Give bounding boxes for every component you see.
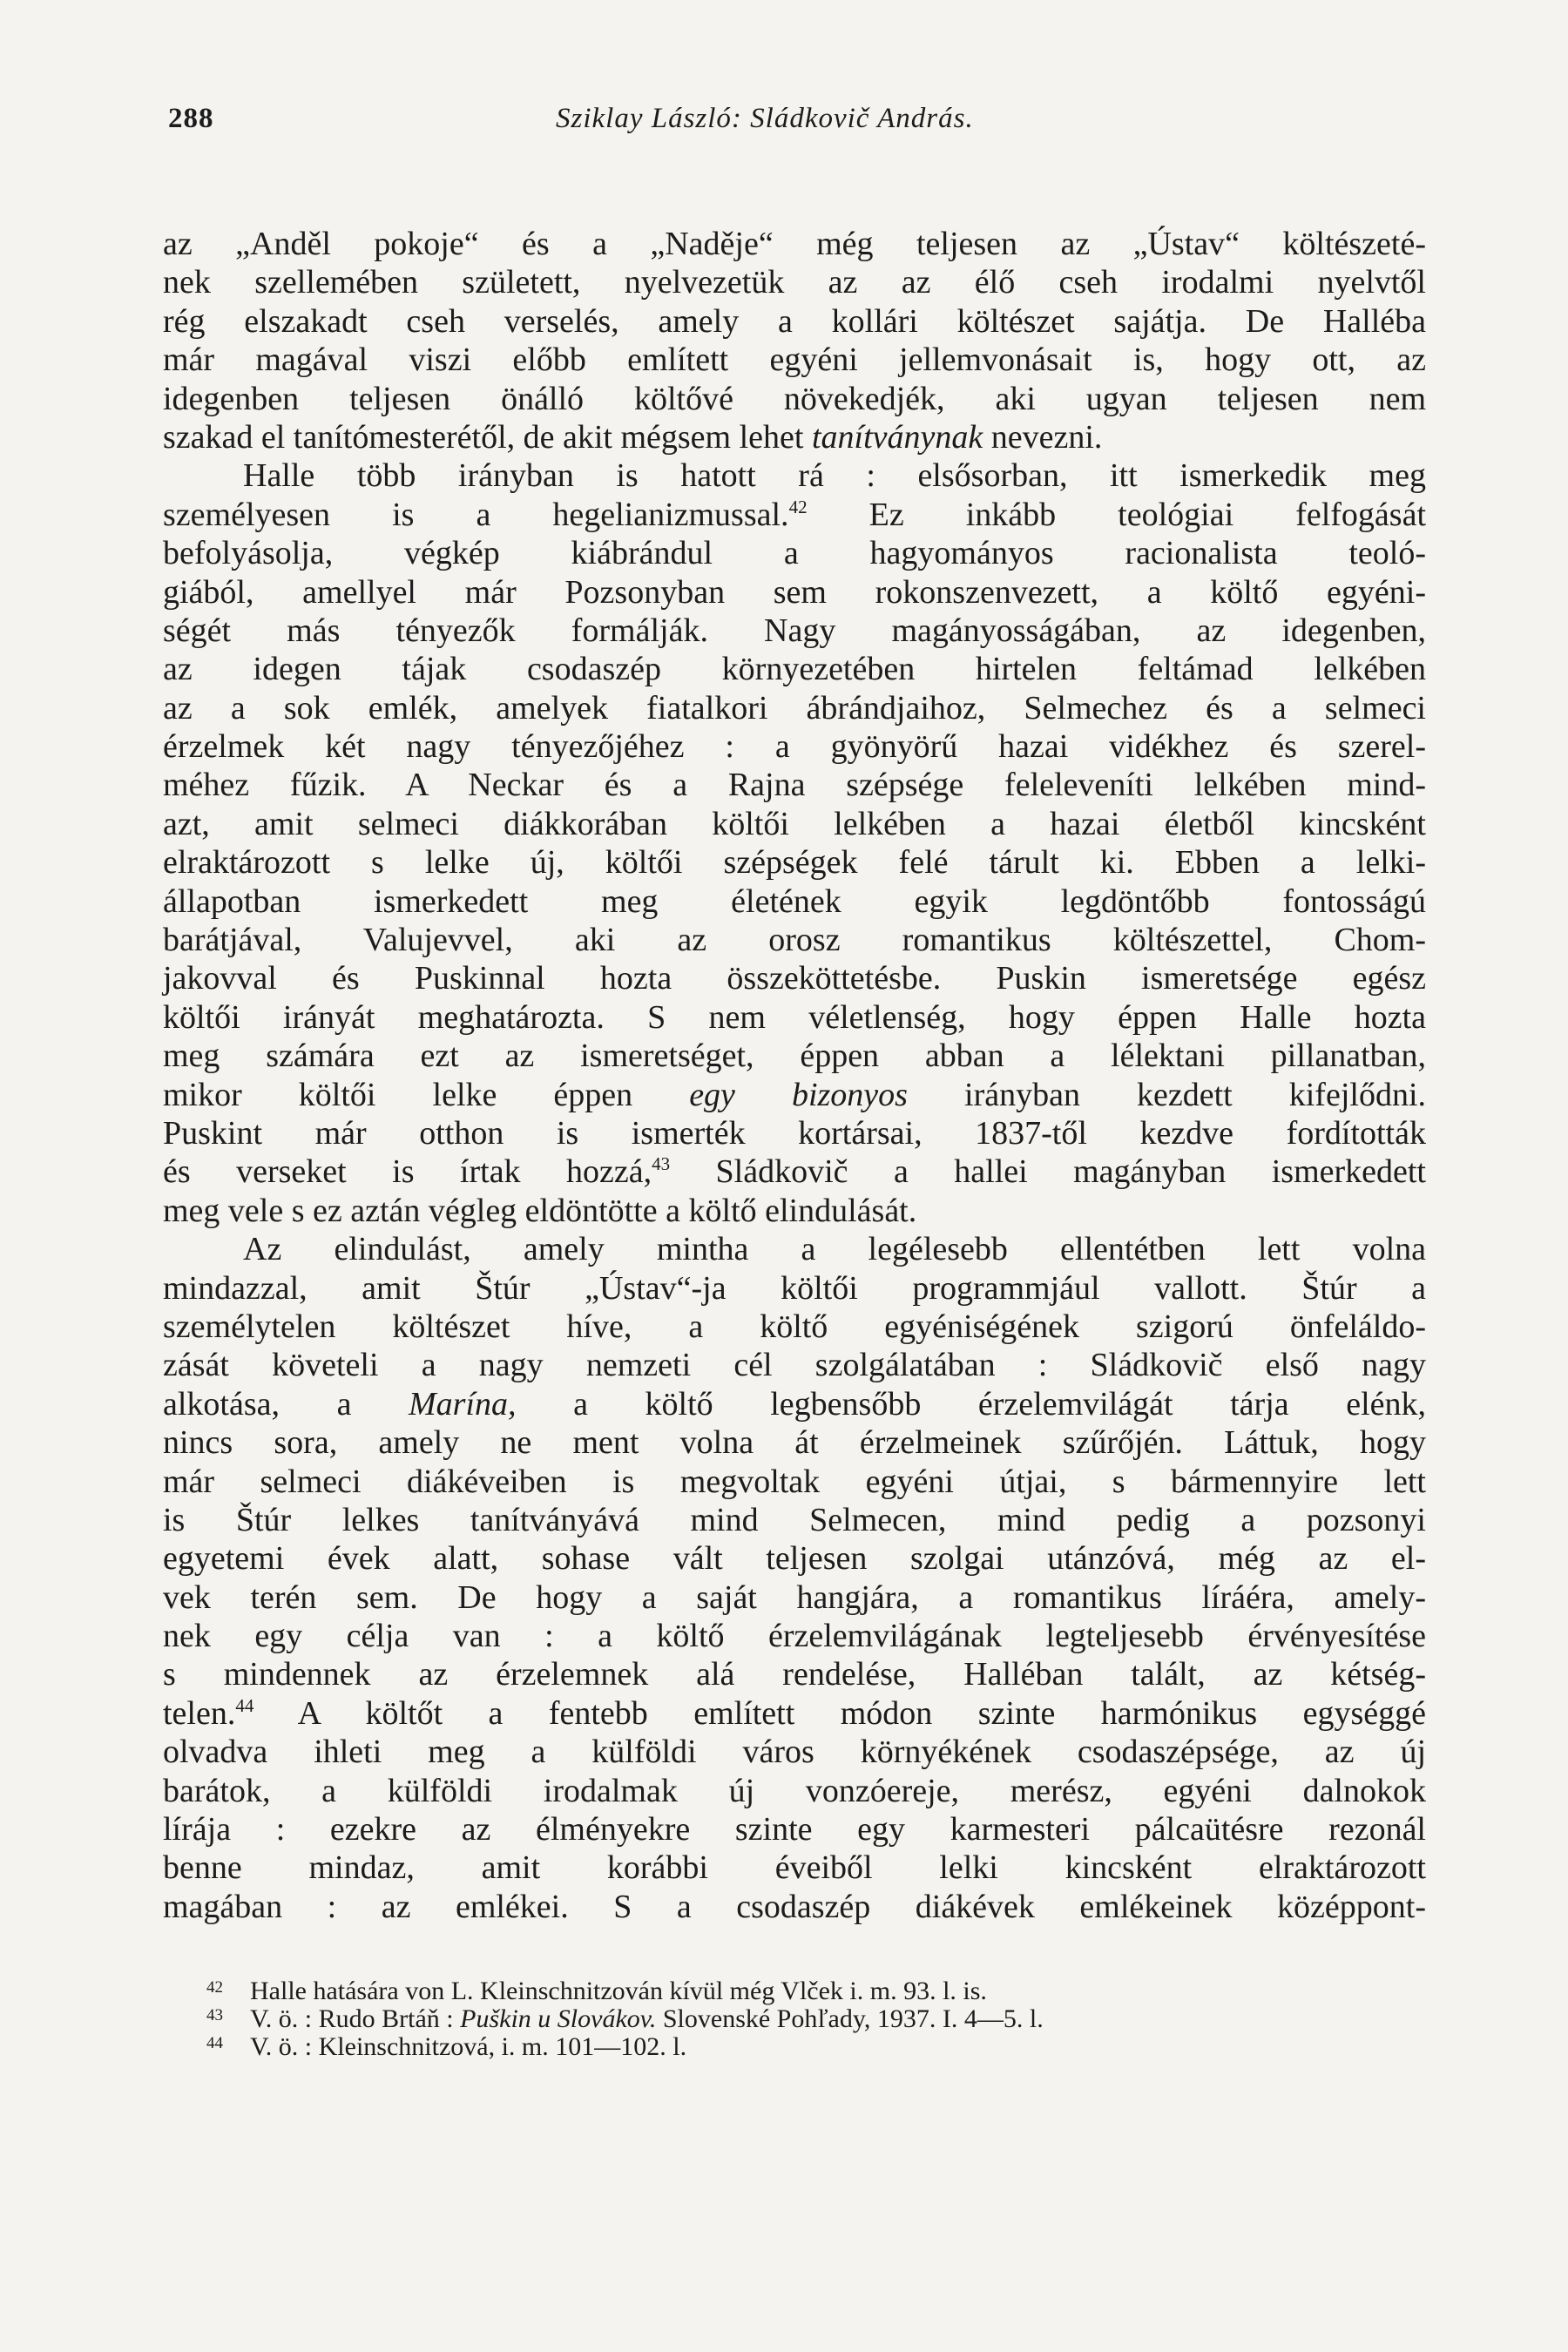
text-line: jakovval és Puskinnal hozta összeköttetésbe. Puskin ismeretsége egész [163,960,1426,997]
footnote-mark: 43 [206,2006,223,2024]
text-line: is Štúr lelkes tanítványává mind Selmecen, mind pedig a pozsonyi [163,1501,1426,1538]
text-line: mindazzal, amit Štúr „Ústav“-ja költői programmjául vallott. Štúr a [163,1269,1426,1307]
footnote-text: V. ö. : Rudo Brtáň : Puškin u Slovákov. Slovenské Pohľady, 1937. I. 4—5. l. [250,2004,1044,2033]
text-line: lírája : ezekre az élményekre szinte egy karmesteri pálcaütésre rezonál [163,1811,1426,1848]
text-line: az „Anděl pokoje“ és a „Naděje“ még teljesen az „Ústav“ költészeté- [163,226,1426,262]
footnotes [206,1977,1348,2061]
text-line: az idegen tájak csodaszép környezetében hirtelen feltámad lelkében [163,651,1426,688]
footnote-mark: 44 [206,2034,223,2052]
running-title: Sziklay László: Sládkovič András. [556,103,974,134]
text-line: giából, amellyel már Pozsonyban sem rokonszenvezett, a költő egyéni- [163,573,1426,611]
text-line: azt, amit selmeci diákkorában költői lelkében a hazai életből kincsként [163,805,1426,842]
text-line: már selmeci diákéveiben is megvoltak egyéni útjai, s bármennyire lett [163,1463,1426,1500]
text-line: magában : az emlékei. S a csodaszép diákévek emlékeinek középpont- [163,1888,1426,1925]
text-line: személytelen költészet híve, a költő egyéniségének szigorú önfeláldo- [163,1308,1426,1345]
text-line: alkotása, a Marína, a költő legbensőbb érzelemvilágát tárja elénk, [163,1385,1426,1423]
text-line: zását követeli a nagy nemzeti cél szolgálatában : Sládkovič első nagy [163,1347,1426,1384]
emphasis: tanítványnak [811,418,983,456]
text-line: nek szellemében született, nyelvezetük az az élő cseh irodalmi nyelvtől [163,264,1426,301]
text-line: méhez fűzik. A Neckar és a Rajna szépsége feleleveníti lelkében mind- [163,767,1426,804]
footnote-ref: 43 [652,1153,671,1175]
text-line: szakad el tanítómesterétől, de akit mégsem lehet tanítványnak nevezni. [163,418,1103,456]
text-line: barátjával, Valujevvel, aki az orosz romantikus költészettel, Chom- [163,922,1426,959]
text-line: már magával viszi előbb említett egyéni jellemvonásait is, hogy ott, az [163,341,1426,379]
text-line: személyesen is a hegelianizmussal.$^{42}$ Ez inkább teológiai felfogását [163,496,1426,533]
footnote-44 [206,2032,1348,2061]
text-line: meg számára ezt az ismeretséget, éppen abban a lélektani pillanatban, [163,1037,1426,1075]
text-line: benne mindaz, amit korábbi éveiből lelki kincsként elraktározott [163,1849,1426,1887]
text-line: nek egy célja van : a költő érzelemvilágának legteljesebb érvényesítése [163,1618,1426,1655]
text-line: idegenben teljesen önálló költővé növekedjék, aki ugyan teljesen nem [163,380,1426,417]
text-line: meg vele s ez aztán végleg eldöntötte a költő elindulását. [163,1192,917,1229]
text-line: Puskint már otthon is ismerték kortársai, 1837-től kezdve fordították [163,1114,1426,1152]
text-line: érzelmek két nagy tényezőjéhez : a gyönyörű hazai vidékhez és szerel- [163,728,1426,766]
text-line: költői irányát meghatározta. S nem véletlenség, hogy éppen Halle hozta [163,998,1426,1036]
running-head [168,103,1431,146]
footnote-mark: 42 [206,1978,223,1997]
text-line: rég elszakadt cseh verselés, amely a kollári költészet sajátja. De Halléba [163,302,1426,340]
page-number: 288 [168,103,214,134]
text-line: s mindennek az érzelemnek alá rendelése, Halléban talált, az kétség- [163,1656,1426,1693]
footnote-text: V. ö. : Kleinschnitzová, i. m. 101—102. l. [250,2032,687,2061]
text-line: nincs sora, amely ne ment volna át érzelmeinek szűrőjén. Láttuk, hogy [163,1424,1426,1462]
text-line: Halle több irányban is hatott rá : elsősorban, itt ismerkedik meg [243,457,1426,495]
text-line: egyetemi évek alatt, sohase vált teljesen szolgai utánzóvá, még az el- [163,1540,1426,1578]
text-line: vek terén sem. De hogy a saját hangjára, a romantikus líráéra, amely- [163,1578,1426,1616]
text-line: mikor költői lelke éppen egy bizonyos irányban kezdett kifejlődni. [163,1076,1426,1113]
body-text [163,225,1426,1926]
text-line: és verseket is írtak hozzá,$^{43}$ Sládkovič a hallei magányban ismerkedett [163,1153,1426,1191]
text-line: barátok, a külföldi irodalmak új vonzóereje, merész, egyéni dalnokok [163,1772,1426,1809]
text-line: elraktározott s lelke új, költői szépségek felé tárult ki. Ebben a lelki- [163,844,1426,882]
text-line: az a sok emlék, amelyek fiatalkori ábrándjaihoz, Selmechez és a selmeci [163,689,1426,727]
footnote-42 [206,1977,1348,2005]
emphasis: egy bizonyos [689,1076,908,1113]
footnote-ref: 42 [788,496,808,517]
footnote-ref: 44 [235,1694,254,1716]
footnote-43 [206,2004,1348,2033]
text-line: állapotban ismerkedett meg életének egyik legdöntőbb fontosságú [163,882,1426,920]
emphasis: Puškin u Slovákov. [460,2004,657,2033]
text-line: Az elindulást, amely mintha a legélesebb ellentétben lett volna [243,1231,1426,1268]
text-line: telen.$^{44}$ A költőt a fentebb említett módon szinte harmónikus egységgé [163,1694,1426,1732]
emphasis: Marína, [409,1385,517,1423]
footnote-text: Halle hatására von L. Kleinschnitzován kívül még Vlček i. m. 93. l. is. [250,1977,987,2005]
text-line: ségét más tényezők formálják. Nagy magányosságában, az idegenben, [163,612,1426,649]
text-line: befolyásolja, végkép kiábrándul a hagyományos racionalista teoló- [163,535,1426,572]
text-line: olvadva ihleti meg a külföldi város környékének csodaszépsége, az új [163,1734,1426,1771]
